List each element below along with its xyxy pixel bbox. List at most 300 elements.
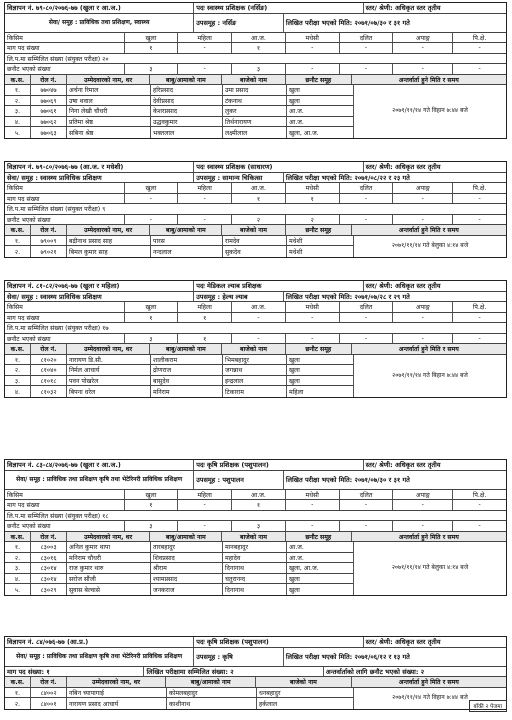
cell: अपाङ्ग — [393, 302, 453, 312]
cell: - — [340, 521, 394, 531]
selected-row — [5, 334, 506, 345]
cell: बाजेको नाम — [222, 75, 286, 85]
cell: ८३०२९ — [31, 584, 67, 595]
cell: २. — [5, 96, 31, 106]
ad-header-row — [5, 460, 506, 471]
cell: - — [125, 194, 179, 204]
cell: हर्कलाल — [259, 700, 278, 708]
cell: रोल नं. — [31, 677, 67, 687]
cell: खुला — [125, 302, 179, 312]
cell: ८३०१४ — [31, 563, 67, 573]
counts-row — [5, 667, 506, 678]
cell: सेवा/ समूह : स्वास्थ्य प्राविधिक प्रशिक्षण — [5, 173, 194, 183]
cell: उपसमूह : पशुपालन — [194, 471, 284, 489]
cell: इन्द्रलाल — [223, 376, 287, 386]
cell: खुला — [125, 33, 179, 43]
cell: अन्तर्वार्ता हुने मिति र समय — [398, 679, 459, 687]
selected-row — [5, 215, 506, 226]
cell: - — [286, 64, 340, 74]
cell: - — [178, 521, 232, 531]
cell: सरोज सौंजी — [67, 574, 151, 584]
cell: पि.क्षे. — [472, 491, 487, 499]
candidate-header-row — [5, 532, 506, 543]
cell: - — [178, 215, 232, 225]
cell: लि.प.मा सम्मिलित संख्या (संयुक्त परीक्षा) १७ — [7, 325, 109, 333]
seat-label-row — [5, 183, 506, 194]
interview-datetime: २०७१/११/१४ गते विहान ७:४४ बजे — [392, 107, 468, 115]
cell: सेवा/ समूह : स्वास्थ्य प्राविधिक प्रशिक्षण — [5, 292, 194, 302]
candidate-row — [5, 127, 353, 138]
ad-header-row — [5, 637, 506, 648]
cell: लिखित परीक्षामा सम्मिलित संख्या: २ — [144, 667, 323, 677]
cell: अन्तर्वार्ता हुने मिति र समय — [398, 76, 459, 84]
cell: माग पद संख्या — [5, 500, 125, 510]
cell: - — [478, 194, 481, 202]
candidate-row — [5, 117, 353, 128]
cell: सुकदेव — [223, 246, 287, 257]
sitting-row — [5, 323, 506, 334]
cell: ४. — [5, 386, 31, 397]
cell: पदः कृषि प्रशिक्षक (पशुपालन) — [194, 460, 363, 470]
cell: विज्ञापन नं. ७९-८०/२०७६-७७ (आ.ज. र मधेशी) — [5, 162, 194, 172]
cell: - — [393, 43, 453, 53]
cell: - — [340, 43, 394, 53]
cell: ७७०६१ — [31, 106, 67, 116]
cell: २. — [5, 365, 31, 375]
candidate-header-row — [5, 677, 506, 688]
cell: नबिन च्यापागाई — [67, 688, 167, 698]
cell: लुकर — [223, 106, 287, 116]
cell: बाबु/आमाको नाम — [150, 532, 222, 542]
cell: १ — [286, 194, 340, 204]
cell: खुला, आ.ज. — [289, 129, 319, 137]
cell: ३ — [232, 64, 286, 74]
cell: अन्तर्वार्ता हुने मिति र समय — [398, 227, 459, 235]
cell: श्रीराम — [151, 563, 223, 573]
cell: ४. — [5, 117, 31, 127]
cell: उम्मेदवारको नाम, थर — [67, 225, 151, 235]
candidate-row — [5, 553, 353, 564]
advertisement-block — [4, 636, 507, 710]
cell: लिखित परीक्षा भएको मिति: २०७१/०७/३० र ३१ गते — [285, 476, 410, 484]
cell: ७७०६२ — [31, 117, 67, 127]
service-row — [5, 292, 506, 303]
cell: लिखित परीक्षा भएको मिति: २०७१/०७/२८ र २९ गते — [285, 292, 410, 301]
cell: हरिप्रसाद — [151, 85, 223, 95]
cell: ३ — [125, 64, 179, 74]
candidate-row — [5, 365, 353, 376]
demand-row — [5, 194, 506, 205]
cell: - — [178, 194, 232, 204]
cell: - — [125, 215, 179, 225]
cell: स्तर/ श्रेणी: अधिकृत स्तर तृतीय — [365, 461, 441, 470]
cell: १ — [125, 313, 179, 323]
cell: १. — [5, 542, 31, 552]
demand-row — [5, 43, 506, 54]
cell: ३ — [232, 521, 286, 531]
cell: पवन पोखरेल — [67, 376, 151, 386]
cell: आ.ज. — [289, 108, 304, 116]
cell: अर्चना रिमाल — [67, 85, 151, 95]
candidate-row — [5, 85, 353, 96]
cell: बाबु/आमाको नाम — [150, 344, 222, 354]
cell: महिला — [289, 388, 304, 396]
cell: महिला — [178, 302, 232, 312]
candidate-header-row — [5, 75, 506, 86]
cell: - — [286, 313, 340, 323]
sitting-row — [5, 54, 506, 65]
cell: सेवा/ समूह : प्राविधिक तथा प्रशिक्षण कृषि तथा भेटेरिनरी प्राविधिक प्रशिक्षण — [5, 648, 194, 666]
cell: उमा प्रसाद — [223, 85, 287, 95]
service-row — [5, 648, 506, 667]
seat-label-row — [5, 490, 506, 501]
cell: छनौट समूह — [286, 532, 352, 542]
cell: खुला — [289, 97, 300, 105]
cell: पदः स्वास्थ्य प्रशिक्षक (नर्सिङ) — [194, 3, 363, 13]
cell: रामदेव — [223, 236, 287, 246]
cell: किसिम — [5, 33, 125, 43]
cell: ८१०३२ — [31, 386, 67, 397]
cell: - — [393, 215, 453, 225]
cell: पदः स्वास्थ्य प्रशिक्षक (साधारण) — [194, 162, 363, 172]
candidate-row — [5, 355, 353, 366]
candidate-row — [5, 563, 353, 574]
service-row — [5, 471, 506, 490]
cell: ८४००२ — [31, 688, 67, 698]
cell: - — [340, 64, 394, 74]
demand-row — [5, 313, 506, 324]
cell: ३ — [125, 521, 179, 531]
cell: बाबु/आमाको नाम — [166, 677, 256, 687]
cell: विज्ञापन नं. ७९-८०/२०७६-७७ (खुला र आ.ज.) — [5, 3, 194, 13]
cell: महिला — [178, 33, 232, 43]
cell: पि.क्षे. — [472, 185, 487, 193]
cell: जनकराज — [151, 584, 223, 595]
cell: खुला — [289, 575, 300, 583]
cell: १. — [5, 85, 31, 95]
cell: १. — [5, 355, 31, 365]
cell: ८३०१४ — [31, 574, 67, 584]
cell: महिला — [178, 183, 232, 193]
cell: १ — [178, 334, 232, 344]
cell: दलित — [340, 302, 394, 312]
cell: - — [178, 64, 232, 74]
cell: ७७०४७ — [31, 85, 67, 95]
cell: उम्मेदवारको नाम, थर — [67, 344, 151, 354]
cell: उद्धवकुमार — [151, 117, 223, 127]
cell: छनौट भएको संख्या — [5, 334, 125, 344]
cell: स्तर/ श्रेणी: अधिकृत स्तर तृतीय — [365, 282, 441, 291]
cell: मनिराम चौधरी — [67, 553, 151, 563]
cell: ८३०१६ — [31, 553, 67, 563]
cell: ३. — [5, 376, 31, 386]
cell: १. — [5, 688, 31, 698]
service-row — [5, 173, 506, 184]
cell: लि.प.मा सम्मिलित संख्या (संयुक्त परीक्षा) ९ — [7, 206, 106, 214]
cell: श्यामप्रसाद — [151, 574, 223, 584]
candidate-table — [5, 688, 506, 709]
cell: सेवा/ समूह : प्राविधिक तथा प्रशिक्षण कृषि तथा भेटेरिनरी प्राविधिक प्रशिक्षण — [5, 471, 194, 489]
cell: किसिम — [5, 302, 125, 312]
cell: आ.ज. — [289, 118, 304, 126]
cell: २. — [5, 698, 31, 709]
cell: आ.ज. — [232, 302, 286, 312]
cell: छनौट भएको संख्या — [5, 521, 125, 531]
cell: माग पद संख्या — [5, 313, 125, 323]
cell: अन्तर्वार्ताको लागि छनौट भएको संख्या: २ — [325, 667, 425, 676]
cell: १ — [232, 43, 286, 53]
cell: आ.ज. — [232, 183, 286, 193]
cell: काशीनाथ — [167, 698, 257, 709]
cell: पि.क्षे. — [472, 304, 487, 312]
cell: स्तर/ श्रेणी: अधिकृत स्तर तृतीय — [365, 4, 441, 13]
sitting-row — [5, 204, 506, 215]
candidate-row — [5, 106, 353, 117]
candidate-row — [5, 376, 353, 387]
advertisement-block — [4, 161, 507, 258]
cell: बिमल कुमार साह — [67, 246, 151, 257]
selected-row — [5, 521, 506, 532]
cell: नारायण डि.सी. — [67, 355, 151, 365]
cell: - — [286, 521, 340, 531]
cell: आ.ज. — [289, 554, 304, 562]
cell: १ — [178, 313, 232, 323]
cell: - — [340, 194, 394, 204]
cell: ८१०२० — [31, 355, 67, 365]
cell: - — [478, 522, 481, 530]
cell: ७९००९ — [31, 236, 67, 246]
cell: देवीप्रसाद — [151, 96, 223, 106]
cell: - — [478, 334, 481, 342]
candidate-row — [5, 542, 353, 553]
cell: कोमलबहादुर — [167, 688, 257, 698]
cell: उपसमूह : हेल्थ ल्याब — [194, 292, 284, 302]
cell: ३ — [125, 334, 179, 344]
candidate-rows — [5, 236, 354, 257]
cell: निना लेखी चौधरी — [67, 106, 151, 116]
service-row — [5, 14, 506, 33]
cell: खुला — [125, 490, 179, 500]
cell: केशरप्रसाद — [151, 106, 223, 116]
cell: बाबु/आमाको नाम — [150, 75, 222, 85]
cell: बाजेको नाम — [256, 677, 352, 687]
candidate-row — [5, 698, 353, 709]
cell: ५. — [5, 127, 31, 138]
cell: - — [393, 334, 453, 344]
cell: मधेसी — [286, 490, 340, 500]
interview-datetime: २०७१/११/१४ गते बिहान ७:४४ बजे — [392, 371, 468, 379]
cell: उषा थवाल — [67, 96, 151, 106]
cell: महिला — [178, 490, 232, 500]
cell: लिखित परीक्षा भएको मिति: २०७१/०६/१२ र १३ गते — [285, 653, 410, 661]
cell: छनौट समूह — [286, 344, 352, 354]
candidate-row — [5, 574, 353, 585]
sitting-row — [5, 511, 506, 522]
cell: उम्मेदवारको नाम, थर — [67, 75, 151, 85]
cell: स्तर/ श्रेणी: अधिकृत स्तर तृतीय — [365, 638, 441, 647]
cell: रोल नं. — [31, 344, 67, 354]
cell: रोल नं. — [31, 532, 67, 542]
cell: खुला — [289, 586, 300, 594]
cell: ५. — [5, 584, 31, 595]
cell: आ.ज. — [232, 490, 286, 500]
cell: बाबु/आमाको नाम — [150, 225, 222, 235]
cell: क.स. — [5, 344, 31, 354]
cell: लि.प.मा सम्मिलित संख्या (संयुक्त परीक्षा) १८ — [7, 512, 109, 520]
candidate-table — [5, 85, 506, 138]
cell: मधेशी — [289, 237, 303, 245]
cell: माग पद संख्या: १ — [5, 667, 144, 677]
cell: शिवप्रसाद — [151, 553, 223, 563]
cell: ३. — [5, 563, 31, 573]
cell: लिखित परीक्षा भएको मिति: २०७१/०७/३० र ३१ गते — [285, 19, 410, 27]
cell: क.स. — [5, 532, 31, 542]
cell: छनौट भएको संख्या — [5, 64, 125, 74]
cell: अन्तर्वार्ता हुने मिति र समय — [398, 346, 459, 354]
cell: स्तर/ श्रेणी: अधिकृत स्तर तृतीय — [365, 163, 441, 172]
cell: द्रोणराज — [151, 365, 223, 375]
cell: बाजेको नाम — [222, 344, 286, 354]
cell: - — [393, 313, 453, 323]
cell: - — [340, 313, 394, 323]
candidate-row — [5, 96, 353, 107]
cell: लिखित परीक्षा भएको मिति: २०७१/०८/२२ र २३ गते — [285, 173, 410, 182]
candidate-rows — [5, 688, 354, 709]
candidate-rows — [5, 542, 354, 595]
cell: ३. — [5, 106, 31, 116]
cell: - — [393, 64, 453, 74]
cell: ७७०६९ — [31, 96, 67, 106]
cell: २ — [286, 215, 340, 225]
cell: नारायण प्रसाद आचार्य — [67, 698, 167, 709]
cell: रोल नं. — [31, 75, 67, 85]
cell: - — [393, 521, 453, 531]
candidate-table — [5, 542, 506, 595]
cell: अपाङ्ग — [393, 33, 453, 43]
cell: बासुदेव — [151, 376, 223, 386]
cell: माग पद संख्या — [5, 194, 125, 204]
seat-label-row — [5, 302, 506, 313]
cell: - — [393, 194, 453, 204]
candidate-rows — [5, 85, 354, 138]
cell: प्रतिमा श्रेष्ठ — [67, 117, 151, 127]
cell: लि.प.मा सम्मिलित संख्या (संयुक्त परीक्षा) २० — [7, 55, 109, 63]
cell: टंकनाथ — [223, 96, 287, 106]
cell: उपसमूह : सामान्य चिकित्सा — [194, 173, 284, 183]
cell: उम्मेदवारको नाम, थर — [67, 677, 167, 687]
results-notice — [4, 0, 507, 720]
interview-datetime: २०७१/११/१४ गते बेलुका ४:१४ बजे — [391, 242, 469, 249]
cell: ७९०२१ — [31, 246, 67, 257]
cell: ८१०१८ — [31, 376, 67, 386]
candidate-row — [5, 688, 353, 699]
cell: विज्ञापन नं. ८१-८२/२०७६-७७ (खुला र महिला) — [5, 281, 194, 291]
cell: २ — [232, 215, 286, 225]
cell: धनबहादुर — [259, 689, 281, 697]
cell: १ — [125, 43, 179, 53]
advertisement-block — [4, 280, 507, 398]
cell: अनिल कुमार थापा — [67, 542, 151, 552]
candidate-header-row — [5, 225, 506, 236]
cell: टिकाराम — [223, 386, 287, 397]
candidate-table — [5, 236, 506, 257]
cell: - — [178, 500, 232, 510]
cell: - — [232, 334, 286, 344]
selected-row — [5, 64, 506, 75]
cell: उपसमूह : नर्सिङ — [194, 14, 284, 32]
cell: पारस — [151, 236, 223, 246]
cell: - — [286, 43, 340, 53]
demand-row — [5, 500, 506, 511]
cell: जगन्नाथ — [223, 365, 287, 375]
cell: मानबहादुर — [223, 542, 287, 552]
cell: मधेसी — [286, 302, 340, 312]
ad-header-row — [5, 162, 506, 173]
cell: ८१०४० — [31, 365, 67, 375]
advertisement-block — [4, 2, 507, 139]
cell: खुला — [289, 377, 300, 385]
candidate-row — [5, 584, 353, 595]
cell: क.स. — [5, 225, 31, 235]
candidate-row — [5, 386, 353, 397]
cell: भिमबहादुर — [223, 355, 287, 365]
cell: २. — [5, 553, 31, 563]
cell: २. — [5, 246, 31, 257]
cell: लक्ष्मीलाल — [223, 127, 287, 138]
cell: आ.ज. — [232, 33, 286, 43]
cell: खुला — [289, 367, 300, 375]
cell: सुवास बेल्वासे — [67, 584, 151, 595]
cell: अपाङ्ग — [393, 183, 453, 193]
cell: भक्तलाल — [151, 127, 223, 138]
advertisement-block — [4, 459, 507, 596]
cell: - — [340, 215, 394, 225]
cell: आ.ज. — [289, 544, 304, 552]
cell: बिपना धरेल — [67, 386, 151, 397]
cell: १ — [125, 500, 179, 510]
cell: खुला, आ.ज. — [289, 565, 319, 573]
cell: तारबहादुर — [151, 542, 223, 552]
cell: - — [478, 65, 481, 73]
continued-note: बाँकी २ पेजमा — [469, 700, 508, 712]
cell: निर्मल आचार्य — [67, 365, 151, 375]
cell: दलित — [340, 490, 394, 500]
cell: पदः कृषि प्रशिक्षक (पशुपालन) — [194, 637, 363, 647]
cell: - — [286, 500, 340, 510]
cell: नन्दलाल — [151, 246, 223, 257]
cell: - — [340, 500, 394, 510]
cell: खुला — [289, 87, 300, 95]
cell: - — [478, 313, 481, 321]
cell: सबिना श्रेष्ठ — [67, 127, 151, 138]
cell: दलित — [340, 183, 394, 193]
cell: १ — [232, 500, 286, 510]
cell: - — [393, 500, 453, 510]
cell: राज कुमार थारु — [67, 563, 151, 573]
cell: दिनानाथ — [223, 584, 287, 595]
cell: उम्मेदवारको नाम, थर — [67, 532, 151, 542]
cell: क.स. — [5, 75, 31, 85]
cell: किसिम — [5, 183, 125, 193]
cell: छनौट समूह — [286, 225, 352, 235]
cell: पदः मेडिकल ल्याब प्रशिक्षक — [194, 281, 363, 291]
cell: अन्तर्वार्ता हुने मिति र समय — [398, 533, 459, 541]
cell: चतुरानन्द — [223, 574, 287, 584]
candidate-row — [5, 246, 353, 257]
cell: महादेव — [223, 553, 287, 563]
cell: अपाङ्ग — [393, 490, 453, 500]
cell: शालीकराम — [151, 355, 223, 365]
